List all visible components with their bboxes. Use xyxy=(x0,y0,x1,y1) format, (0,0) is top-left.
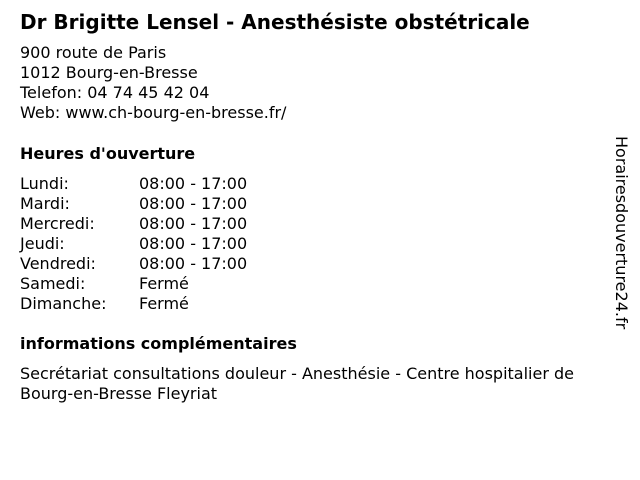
hours-time: 08:00 - 17:00 xyxy=(139,194,248,213)
hours-day: Lundi: xyxy=(20,174,69,193)
hours-day: Samedi: xyxy=(20,274,86,293)
site-watermark: Horairesdouverture24.fr xyxy=(612,136,631,330)
hours-time: 08:00 - 17:00 xyxy=(139,214,248,233)
opening-hours-heading: Heures d'ouverture xyxy=(20,144,196,163)
hours-day: Vendredi: xyxy=(20,254,96,273)
hours-time: Fermé xyxy=(139,294,189,313)
hours-day: Jeudi: xyxy=(20,234,65,253)
phone-number: Telefon: 04 74 45 42 04 xyxy=(20,83,210,102)
hours-day: Dimanche: xyxy=(20,294,107,313)
hours-day: Mardi: xyxy=(20,194,70,213)
address-city: 1012 Bourg-en-Bresse xyxy=(20,63,198,82)
additional-info-text: Secrétariat consultations douleur - Anesthésie - Centre hospitalier de Bourg-en-Bresse Fleyriat xyxy=(20,364,574,403)
hours-time: 08:00 - 17:00 xyxy=(139,174,248,193)
additional-info-heading: informations complémentaires xyxy=(20,334,297,353)
hours-time: Fermé xyxy=(139,274,189,293)
website-link[interactable]: Web: www.ch-bourg-en-bresse.fr/ xyxy=(20,103,287,122)
address-block xyxy=(20,43,286,123)
page-title: Dr Brigitte Lensel - Anesthésiste obstétricale xyxy=(20,10,530,34)
hours-time: 08:00 - 17:00 xyxy=(139,254,248,273)
hours-day: Mercredi: xyxy=(20,214,95,233)
address-street: 900 route de Paris xyxy=(20,43,167,62)
hours-time: 08:00 - 17:00 xyxy=(139,234,248,253)
